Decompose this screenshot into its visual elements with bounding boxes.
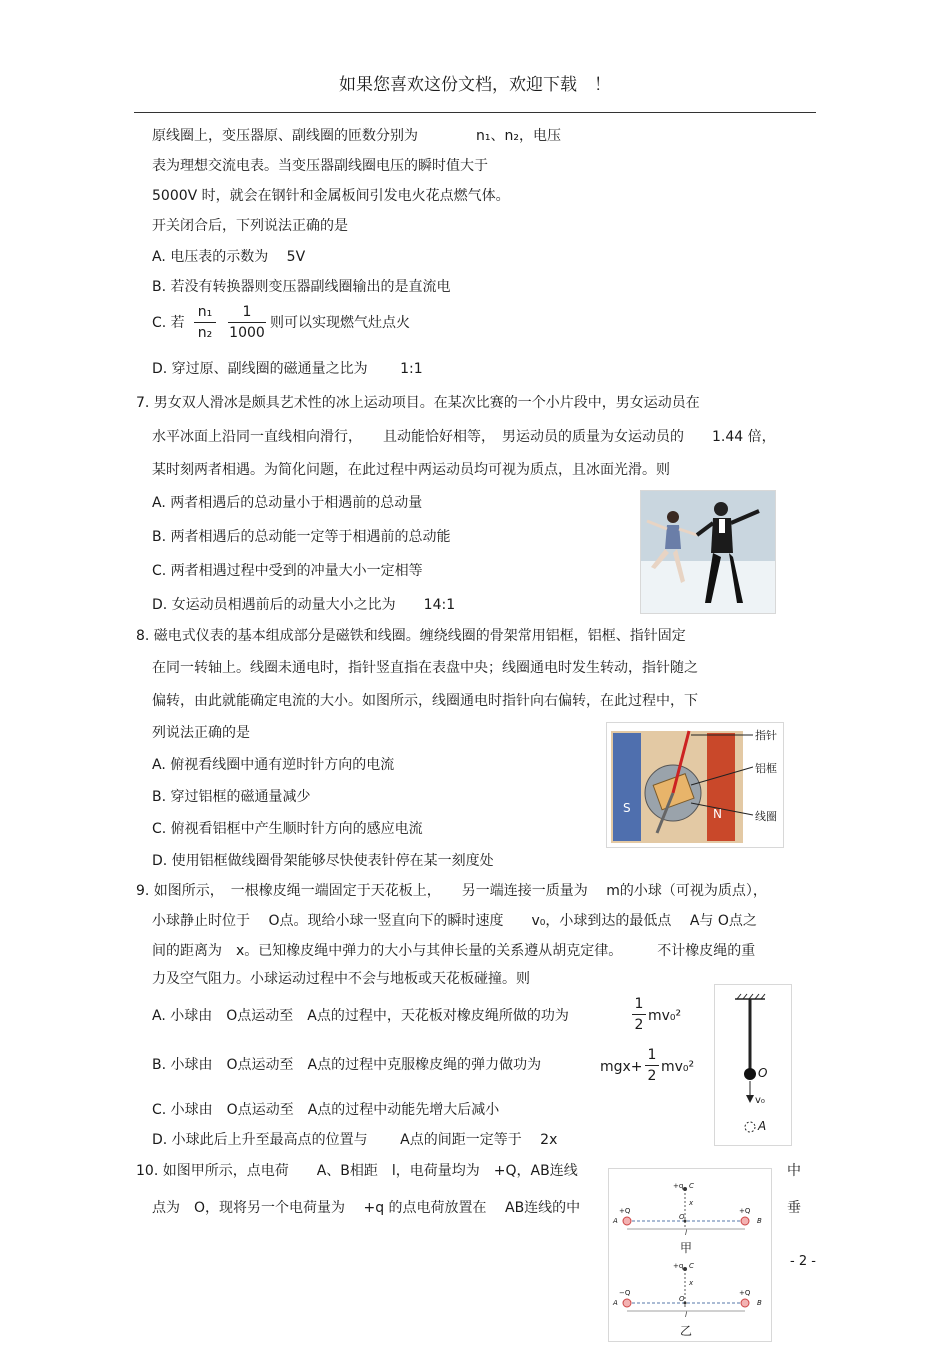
jia-o-label: O (679, 1213, 685, 1221)
q9-line-4: 力及空气阻力。小球运动过程中不会与地板或天花板碰撞。则 (152, 971, 530, 987)
point-a-label: A (758, 1119, 767, 1133)
q9-option-a-fraction (632, 996, 646, 1033)
point-o-label: O (758, 1066, 768, 1080)
q6-option-d: D. 穿过原、副线圈的磁通量之比为 1:1 (152, 361, 423, 377)
q9-option-b-prefix: mgx+ (600, 1059, 643, 1075)
skaters-illustration (641, 491, 775, 613)
galvanometer-figure (606, 722, 784, 848)
jia-q-label: +q (673, 1182, 684, 1190)
q8-option-a: A. 俯视看线圈中通有逆时针方向的电流 (152, 757, 395, 773)
jia-l-label: l (685, 1229, 687, 1237)
rubber-band-diagram (715, 985, 791, 1145)
q6-option-c-prefix: C. 若 (152, 315, 185, 331)
yi-a-label: A (613, 1299, 618, 1307)
q8-line-3: 偏转，由此就能确定电流的大小。如图所示，线圈通电时指针向右偏转，在此过程中，下 (152, 693, 698, 709)
q6-line-3: 5000V 时，就会在钢针和金属板间引发电火花点燃气体。 (152, 188, 510, 204)
magnet-n-label: N (713, 807, 722, 821)
q8-option-d: D. 使用铝框做线圈骨架能够尽快使表针停在某一刻度处 (152, 853, 494, 869)
rubber-band-figure (714, 984, 792, 1146)
q7-option-c: C. 两者相遇过程中受到的冲量大小一定相等 (152, 563, 423, 579)
q7-option-a: A. 两者相遇后的总动量小于相遇前的总动量 (152, 495, 423, 511)
q9-option-b-term: mv₀² (661, 1059, 695, 1075)
header-rule (134, 112, 816, 113)
coil-label: 线圈 (755, 810, 777, 823)
q9-option-a-term: mv₀² (648, 1008, 682, 1024)
q9-option-b: B. 小球由 O点运动至 A点的过程中克服橡皮绳的弹力做功为 (152, 1057, 542, 1073)
q9-option-d: D. 小球此后上升至最高点的位置与 A点的间距一定等于 2x (152, 1132, 558, 1148)
q9-option-a: A. 小球由 O点运动至 A点的过程中，天花板对橡皮绳所做的功为 (152, 1008, 569, 1024)
q7-option-d: D. 女运动员相遇前后的动量大小之比为 14:1 (152, 597, 456, 613)
yi-l-label: l (685, 1311, 687, 1319)
q9-line-3: 间的距离为 x。已知橡皮绳中弹力的大小与其伸长量的关系遵从胡克定律。 不计橡皮绳的重 (152, 943, 756, 959)
q8-line-2: 在同一转轴上。线圈未通电时，指针竖直指在表盘中央；线圈通电时发生转动，指针随之 (152, 660, 698, 676)
jia-qb-label: +Q (739, 1207, 751, 1215)
fraction-denominator: 2 (634, 1017, 644, 1033)
q8-line-1: 8. 磁电式仪表的基本组成部分是磁铁和线圈。缠绕线圈的骨架常用铝框，铝框、指针固定 (136, 628, 686, 644)
jia-a-label: A (613, 1217, 618, 1225)
pointer-label: 指针 (755, 729, 777, 742)
yi-caption: 乙 (680, 1324, 693, 1338)
yi-o-label: O (679, 1295, 685, 1303)
yi-qb-label: +Q (739, 1289, 751, 1297)
jia-qa-label: +Q (619, 1207, 631, 1215)
yi-x-label: x (689, 1279, 694, 1287)
q8-line-4: 列说法正确的是 (152, 725, 250, 741)
fraction-numerator: 1 (634, 996, 644, 1012)
velocity-label: v₀ (755, 1095, 765, 1106)
q6-line-1b: n₁、n₂，电压 (476, 128, 561, 144)
magnet-s-label: S (623, 801, 631, 815)
q7-line-2: 水平冰面上沿同一直线相向滑行， 且动能恰好相等， 男运动员的质量为女运动员的 1.44 倍， (152, 429, 776, 445)
yi-c-label: C (689, 1262, 694, 1270)
fraction-numerator: 1 (647, 1047, 657, 1063)
q8-option-b: B. 穿过铝框的磁通量减少 (152, 789, 311, 805)
skaters-photo (640, 490, 776, 614)
q6-option-b: B. 若没有转换器则变压器副线圈输出的是直流电 (152, 279, 451, 295)
fraction-denominator: 2 (647, 1068, 657, 1084)
q7-line-1: 7. 男女双人滑冰是颇具艺术性的冰上运动项目。在某次比赛的一个小片段中，男女运动员在 (136, 395, 700, 411)
fraction-denominator: 1000 (229, 325, 265, 341)
q6-option-c-suffix: 则可以实现燃气灶点火 (270, 315, 410, 331)
page-header-title: 如果您喜欢这份文档，欢迎下载 ！ (339, 75, 611, 95)
jia-b-label: B (757, 1217, 762, 1225)
q7-option-b: B. 两者相遇后的总动能一定等于相遇前的总动能 (152, 529, 451, 545)
yi-q-label: +q (673, 1262, 684, 1270)
q9-option-b-fraction (645, 1047, 659, 1084)
jia-x-label: x (689, 1199, 694, 1207)
fraction-denominator: n₂ (197, 325, 213, 341)
q10-line-1-end: 中 (787, 1163, 801, 1179)
frame-label: 铝框 (755, 762, 777, 775)
yi-qa-label: −Q (619, 1289, 631, 1297)
q9-line-2: 小球静止时位于 O点。现给小球一竖直向下的瞬时速度 v₀，小球到达的最低点 A与 O点之 (152, 913, 757, 929)
q6-line-1: 原线圈上，变压器原、副线圈的匝数分别为 (152, 128, 418, 144)
q9-line-1: 9. 如图所示， 一根橡皮绳一端固定于天花板上， 另一端连接一质量为 m的小球（可视为质点）， (136, 883, 767, 899)
q6-option-a: A. 电压表的示数为 5V (152, 249, 306, 265)
q6-line-4: 开关闭合后，下列说法正确的是 (152, 218, 348, 234)
q6-option-c-fraction-value (228, 304, 266, 341)
q10-line-1: 10. 如图甲所示，点电荷 A、B相距 l，电荷量均为 +Q，AB连线 (136, 1163, 578, 1179)
point-charges-figure (608, 1168, 772, 1342)
page-number: - 2 - (790, 1254, 816, 1269)
fraction-numerator: n₁ (197, 304, 213, 320)
q8-option-c: C. 俯视看铝框中产生顺时针方向的感应电流 (152, 821, 423, 837)
yi-b-label: B (757, 1299, 762, 1307)
fraction-numerator: 1 (242, 304, 252, 320)
q7-line-3: 某时刻两者相遇。为简化问题，在此过程中两运动员均可视为质点，且冰面光滑。则 (152, 462, 670, 478)
q6-line-2: 表为理想交流电表。当变压器副线圈电压的瞬时值大于 (152, 158, 488, 174)
jia-c-label: C (689, 1182, 694, 1190)
q6-option-c-fraction-n (194, 304, 216, 341)
q10-line-2-end: 垂 (787, 1200, 801, 1216)
q9-option-c: C. 小球由 O点运动至 A点的过程中动能先增大后减小 (152, 1102, 500, 1118)
jia-caption: 甲 (680, 1241, 693, 1255)
q10-line-2: 点为 O，现将另一个电荷量为 +q 的点电荷放置在 AB连线的中 (152, 1200, 581, 1216)
